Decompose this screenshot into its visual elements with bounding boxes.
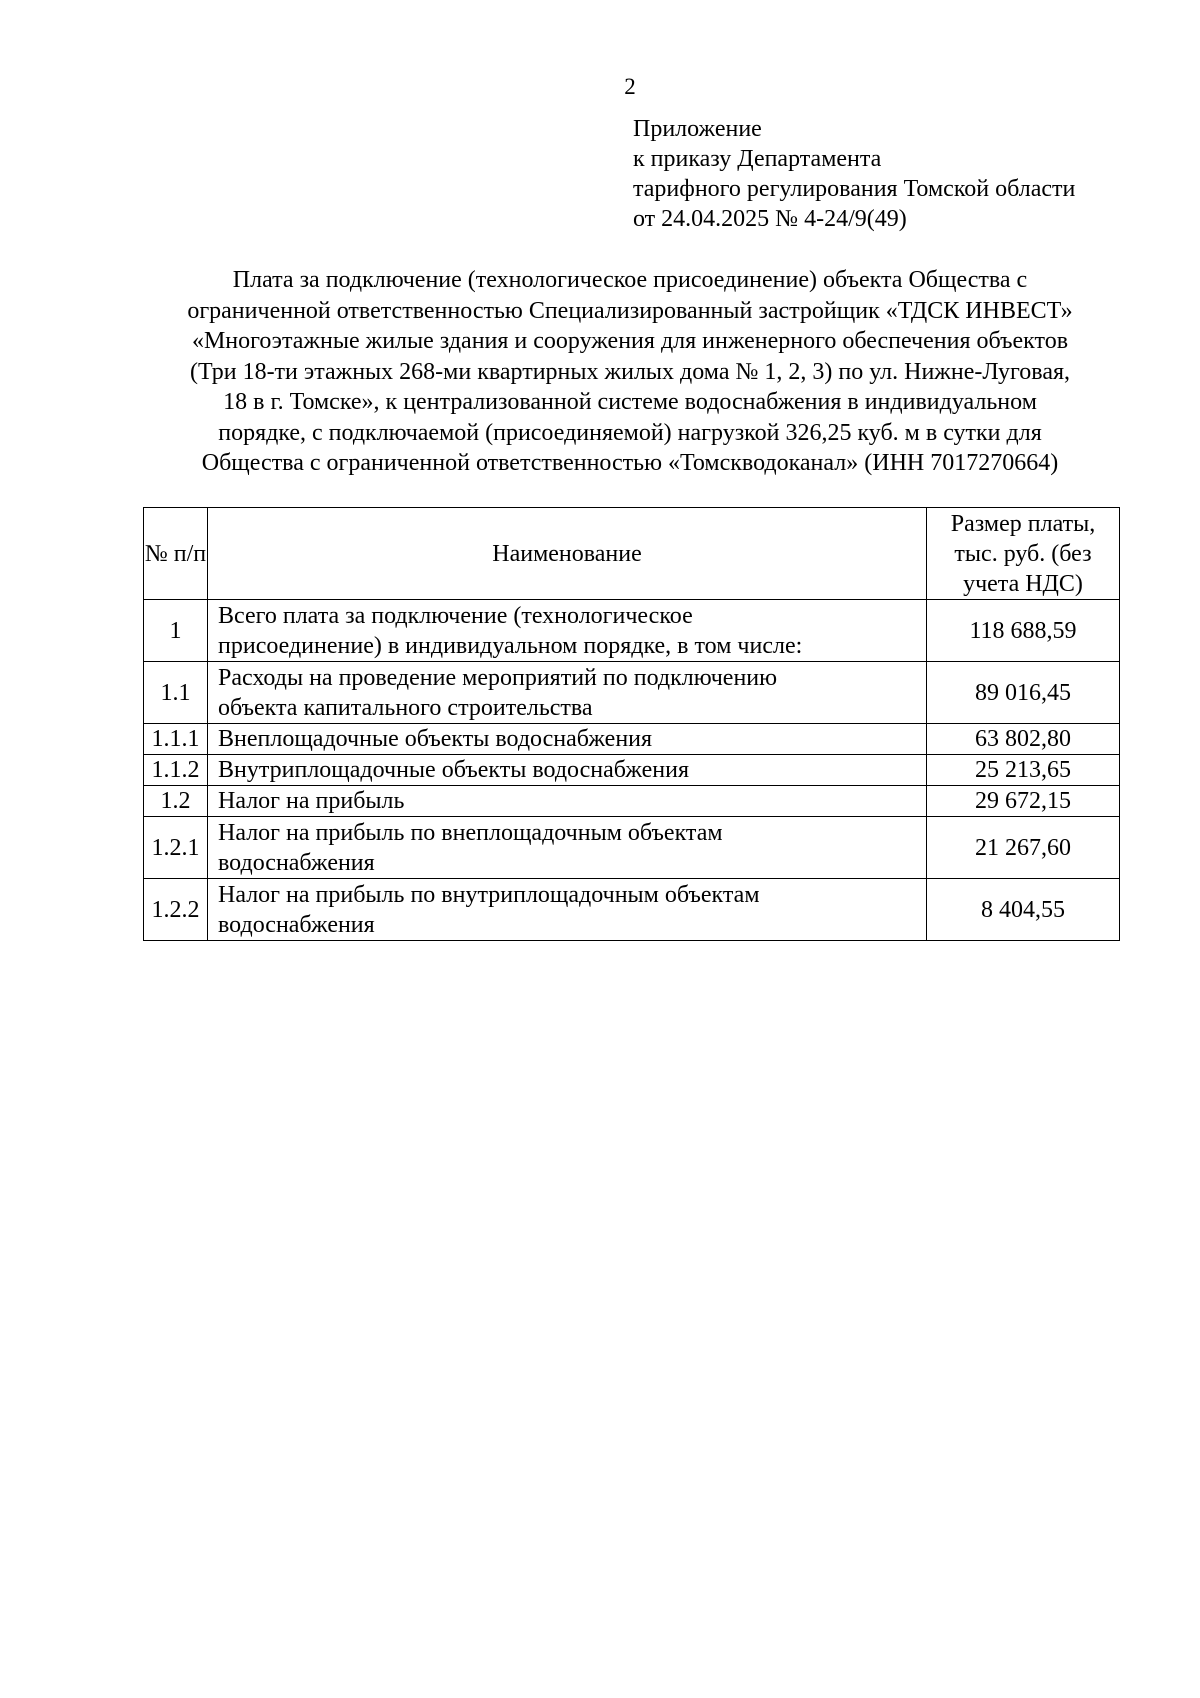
row-sum-cell: 29 672,15	[927, 786, 1120, 817]
row-name-line: водоснабжения	[218, 911, 375, 938]
row-name-line: водоснабжения	[218, 849, 375, 876]
title-line: Общества с ограниченной ответственностью «Томскводоканал» (ИНН 7017270664)	[201, 450, 1059, 476]
row-name-line: Налог на прибыль по внутриплощадочным объектам	[218, 881, 760, 908]
appendix-header	[633, 114, 1075, 234]
row-num-cell: 1.1.2	[144, 755, 208, 786]
row-name-cell	[208, 786, 927, 817]
row-name-line: Внеплощадочные объекты водоснабжения	[218, 726, 653, 752]
header-sum-line: тыс. руб.	[954, 540, 1046, 567]
row-name-cell	[208, 600, 927, 662]
row-name-cell	[208, 662, 927, 724]
row-sum-cell: 8 404,55	[927, 879, 1120, 941]
row-name-cell	[208, 724, 927, 755]
header-num-cell	[144, 508, 208, 600]
row-num-cell: 1.2	[144, 786, 208, 817]
header-num-line: №	[144, 540, 168, 567]
header-num-line: п/п	[173, 540, 207, 567]
row-name-line: Всего плата за подключение (технологическое	[218, 602, 693, 629]
table-row	[144, 600, 1120, 662]
table-row	[144, 662, 1120, 724]
header-sum-line: (без учета НДС)	[963, 540, 1092, 597]
page-number: 2	[624, 74, 636, 99]
row-num-cell: 1.2.2	[144, 879, 208, 941]
row-name-line: объекта капитального строительства	[218, 694, 593, 721]
table-header-row	[144, 508, 1120, 600]
row-sum-cell: 63 802,80	[927, 724, 1120, 755]
row-name-cell	[208, 755, 927, 786]
header-sum-line: Размер платы,	[950, 510, 1096, 537]
appendix-line: от 24.04.2025 № 4-24/9(49)	[633, 206, 907, 232]
row-name-cell	[208, 817, 927, 879]
row-sum-cell: 25 213,65	[927, 755, 1120, 786]
title-line: (Три 18-ти этажных 268-ми квартирных жилых дома № 1, 2, 3) по ул. Нижне-Луговая,	[189, 358, 1071, 385]
row-num-cell: 1	[144, 600, 208, 662]
table-row	[144, 879, 1120, 941]
title-line: Плата за подключение (технологическое присоединение) объекта Общества с	[232, 267, 1028, 293]
title-line: 18 в г. Томске», к централизованной системе водоснабжения в индивидуальном	[223, 389, 1037, 415]
row-name-line: Налог на прибыль	[218, 788, 405, 814]
title-line: «Многоэтажные жилые здания и сооружения для инженерного обеспечения объектов	[191, 328, 1069, 354]
row-name-line: присоединение) в индивидуальном порядке, в том числе:	[218, 632, 803, 659]
header-sum-cell	[927, 508, 1120, 600]
appendix-line: тарифного регулирования Томской области	[633, 176, 1076, 202]
row-name-cell	[208, 879, 927, 941]
appendix-line: Приложение	[633, 116, 762, 142]
title-line: порядке, с подключаемой (присоединяемой) нагрузкой 326,25 куб. м в сутки для	[218, 419, 1042, 446]
fee-table	[143, 507, 1120, 941]
row-name-line: Внутриплощадочные объекты водоснабжения	[218, 757, 690, 783]
appendix-line: к приказу Департамента	[633, 146, 882, 172]
table-row	[144, 786, 1120, 817]
row-num-cell: 1.1	[144, 662, 208, 724]
row-name-line: Налог на прибыль по внеплощадочным объектам	[218, 819, 723, 846]
table-row	[144, 817, 1120, 879]
row-num-cell: 1.2.1	[144, 817, 208, 879]
header-name-cell: Наименование	[208, 508, 927, 600]
table-row	[144, 755, 1120, 786]
row-name-line: Расходы на проведение мероприятий по подключению	[218, 664, 778, 691]
row-num-cell: 1.1.1	[144, 724, 208, 755]
row-sum-cell: 118 688,59	[927, 600, 1120, 662]
row-sum-cell: 21 267,60	[927, 817, 1120, 879]
document-title	[130, 265, 1130, 479]
table-row	[144, 724, 1120, 755]
row-sum-cell: 89 016,45	[927, 662, 1120, 724]
title-line: ограниченной ответственностью Специализированный застройщик «ТДСК ИНВЕСТ»	[187, 297, 1073, 324]
